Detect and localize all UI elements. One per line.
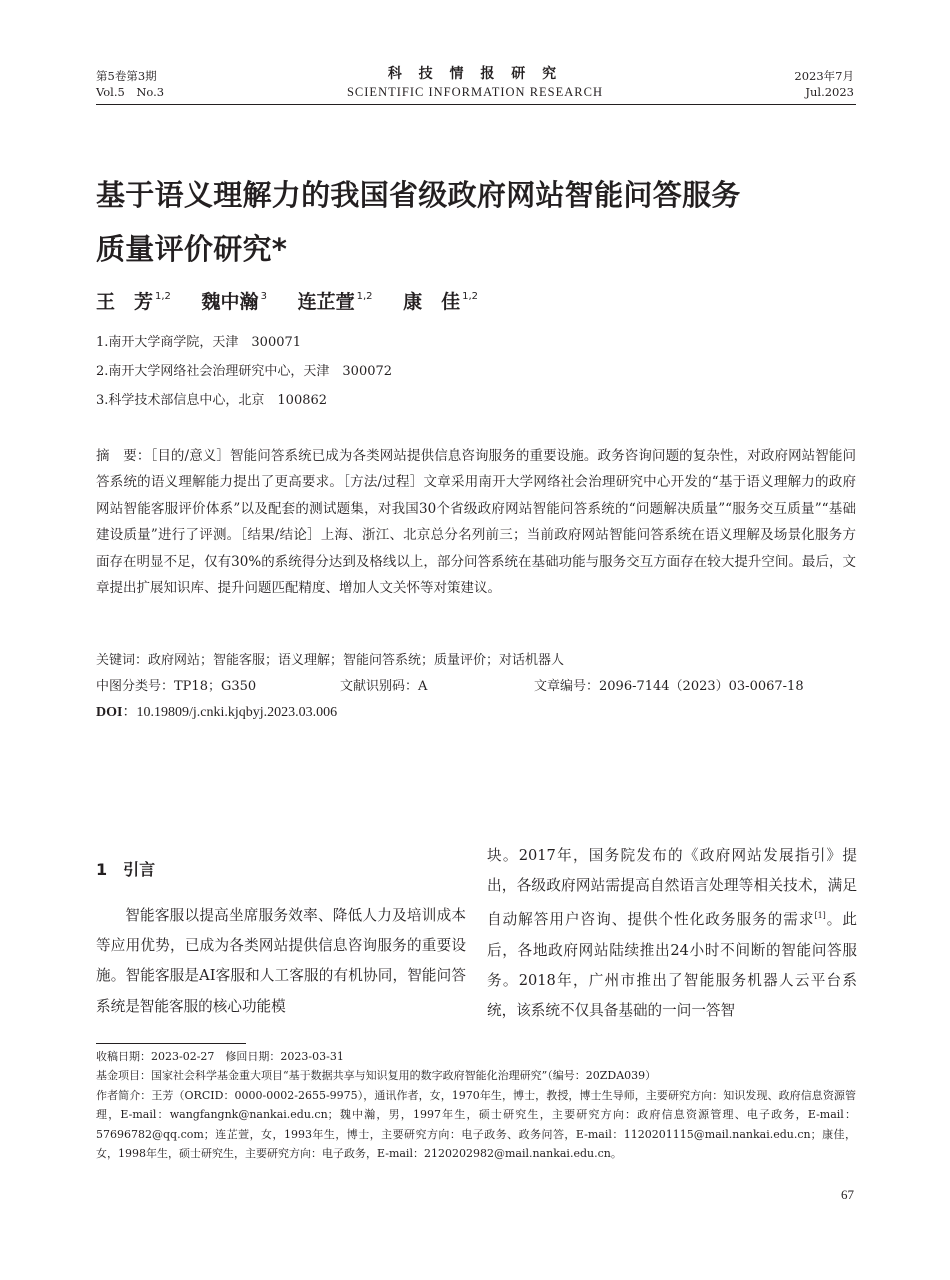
doi-label: DOI <box>96 705 123 720</box>
author-name: 王 芳 <box>96 291 154 313</box>
body-text: 块。2017年，国务院发布的《政府网站发展指引》提出，各级政府网站需提高自然语言处理等相关技术，满足自动解答用户咨询、提供个性化政务服务的需求 <box>487 847 857 929</box>
author-name: 连芷萱 <box>297 291 355 313</box>
abstract <box>96 443 856 601</box>
footnotes <box>96 1047 856 1163</box>
abstract-label: 摘 要： <box>96 448 151 464</box>
article-number: 文章编号：2096-7144（2023）03-0067-18 <box>534 679 804 694</box>
issue-date-cn: 2023年7月 <box>794 69 854 83</box>
author-name: 魏中瀚 <box>201 291 259 313</box>
keywords-text: 政府网站；智能客服；语义理解；智能问答系统；质量评价；对话机器人 <box>148 653 565 668</box>
author <box>298 291 373 313</box>
body-text: 。此后，各地政府网站陆续推出24小时不间断的智能问答服务。2018年，广州市推出了智能服务机器人云平台系统，该系统不仅具备基础的一问一答智 <box>487 911 857 1020</box>
body-text-left-column: 智能客服以提高坐席服务效率、降低人力及培训成本等应用优势，已成为各类网站提供信息咨询服务的重要设施。智能客服是AI客服和人工客服的有机协同，智能问答系统是智能客服的核心功能模 <box>96 907 466 1015</box>
footnote-rule <box>96 1043 246 1044</box>
author-affiliation-mark: 1,2 <box>356 291 373 302</box>
document-code: 文献识别码：A <box>340 679 428 694</box>
body-text-right-column <box>487 841 857 1026</box>
author-affiliation-mark: 1,2 <box>155 291 171 302</box>
keywords <box>96 648 856 674</box>
doi <box>96 700 856 726</box>
author <box>403 291 478 313</box>
affiliation: 3.科学技术部信息中心，北京 100862 <box>96 393 328 408</box>
author-affiliation-mark: 3 <box>260 291 267 302</box>
page-number: 67 <box>841 1187 854 1202</box>
issue-date <box>794 68 854 100</box>
author-bio: 作者简介：王芳（ORCID：0000-0002-2655-9975），通讯作者，女，1970年生，博士，教授，博士生导师，主要研究方向：知识发现、政府信息资源管理，E-mail：wangfangnk@nankai.edu.cn；魏中瀚，男，1997年生，硕士研究生，主要研究方向：政府信息资源管理、电子政务，E-mail：57696782@qq.com；连芷萱，女，1993年生，博士，主要研究方向：电子政务、政务问答，E-mail：1120201115@mail.nankai.edu.cn；康佳，女，1998年生，硕士研究生，主要研究方向：电子政务，E-mail：2120202982@mail.nankai.edu.cn。 <box>96 1088 856 1161</box>
affiliation-list <box>96 328 392 415</box>
section-heading: 1 引言 <box>96 860 156 879</box>
volume-cn: 第5卷第3期 <box>96 69 157 83</box>
journal-name-en: SCIENTIFIC INFORMATION RESEARCH <box>346 85 604 99</box>
author <box>96 291 171 313</box>
citation-link[interactable]: [1] <box>814 911 826 921</box>
author-affiliation-mark: 1,2 <box>462 291 479 302</box>
author-list <box>96 283 502 316</box>
received-date: 收稿日期：2023-02-27 修回日期：2023-03-31 <box>96 1050 344 1063</box>
journal-name-cn: 科 技 情 报 研 究 <box>387 66 563 82</box>
title-line-2: 质量评价研究* <box>96 232 288 266</box>
author-name: 康 佳 <box>403 291 461 313</box>
author <box>202 291 267 313</box>
title-line-1: 基于语义理解力的我国省级政府网站智能问答服务 <box>96 178 741 212</box>
fund-info: 基金项目：国家社会科学基金重大项目“基于数据共享与知识复用的数字政府智能化治理研究”（编号：20ZDA039） <box>96 1069 657 1083</box>
keywords-label: 关键词： <box>96 653 149 668</box>
doi-value: ：10.19809/j.cnki.kjqbyj.2023.03.006 <box>122 705 338 720</box>
header-rule <box>96 104 856 105</box>
affiliation: 2.南开大学网络社会治理研究中心，天津 300072 <box>96 364 393 379</box>
article-title <box>96 168 856 276</box>
issue-date-en: Jul.2023 <box>805 85 854 99</box>
volume-en: Vol.5 No.3 <box>96 85 165 99</box>
affiliation: 1.南开大学商学院，天津 300071 <box>96 335 302 350</box>
clc-number: 中图分类号：TP18；G350 <box>96 679 257 694</box>
abstract-text: ［目的/意义］智能问答系统已成为各类网站提供信息咨询服务的重要设施。政务咨询问题的复杂性，对政府网站智能问答系统的语义理解能力提出了更高要求。［方法/过程］文章采用南开大学网络社会治理研究中心开发的“基于语义理解力的政府网站智能客服评价体系”以及配套的测试题集，对我国30个省级政府网站智能问答系统的“问题解决质量”“服务交互质量”“基础建设质量”进行了评测。［结果/结论］上海、浙江、北京总分名列前三；当前政府网站智能问答系统在语义理解及场景化服务方面存在明显不足，仅有30%的系统得分达到及格线以上，部分问答系统在基础功能与服务交互方面存在较大提升空间。最后，文章提出扩展知识库、提升问题匹配精度、增加人文关怀等对策建议。 <box>96 448 857 597</box>
